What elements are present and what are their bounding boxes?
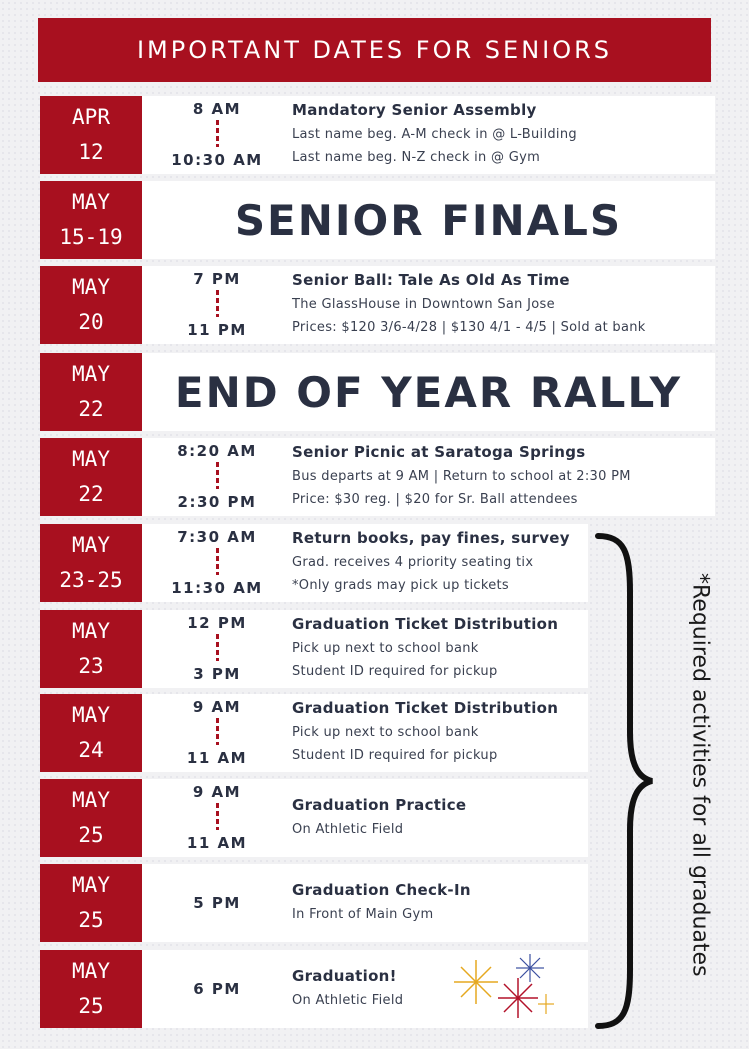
time-range-dots bbox=[216, 462, 219, 489]
date-month: MAY bbox=[72, 788, 110, 812]
date-block bbox=[40, 438, 142, 516]
time-range-dots bbox=[216, 120, 219, 147]
event-detail-line: Grad. receives 4 priority seating tix bbox=[292, 555, 534, 570]
required-activities-note bbox=[668, 540, 732, 1010]
date-month: MAY bbox=[72, 619, 110, 643]
event-detail-line: The GlassHouse in Downtown San Jose bbox=[292, 297, 555, 312]
event-title: Graduation Practice bbox=[292, 795, 467, 814]
time-range-dots bbox=[216, 634, 219, 661]
event-card bbox=[142, 266, 715, 344]
date-day: 23-25 bbox=[59, 568, 123, 592]
time-start: 9 AM bbox=[192, 783, 242, 801]
event-details bbox=[292, 96, 577, 174]
date-block bbox=[40, 353, 142, 431]
date-month: MAY bbox=[72, 703, 110, 727]
fireworks-icon bbox=[448, 952, 556, 1024]
time-start: 8:20 AM bbox=[177, 442, 257, 460]
time-end: 11:30 AM bbox=[171, 579, 263, 597]
event-detail-line: Bus departs at 9 AM | Return to school at 2:30 PM bbox=[292, 469, 631, 484]
date-block bbox=[40, 524, 142, 602]
date-block bbox=[40, 266, 142, 344]
event-detail-line: Student ID required for pickup bbox=[292, 664, 498, 679]
event-details bbox=[292, 266, 646, 344]
time-start: 7 PM bbox=[193, 270, 241, 288]
event-card bbox=[142, 864, 588, 942]
date-month: MAY bbox=[72, 275, 110, 299]
event-details bbox=[292, 610, 558, 688]
time-range-dots bbox=[216, 548, 219, 575]
date-block bbox=[40, 96, 142, 174]
time-end: 3 PM bbox=[193, 665, 241, 683]
event-title: Senior Ball: Tale As Old As Time bbox=[292, 271, 570, 289]
event-detail-line: On Athletic Field bbox=[292, 992, 404, 1008]
date-month: APR bbox=[72, 105, 110, 129]
event-detail-line: Pick up next to school bank bbox=[292, 641, 479, 656]
time-single: 5 PM bbox=[193, 894, 241, 912]
date-day: 22 bbox=[78, 397, 104, 421]
event-details bbox=[292, 779, 466, 857]
event-detail-line: Last name beg. N-Z check in @ Gym bbox=[292, 150, 541, 165]
time-range-dots bbox=[216, 290, 219, 317]
time-start: 8 AM bbox=[192, 100, 242, 118]
date-month: MAY bbox=[72, 190, 110, 214]
event-card bbox=[142, 610, 588, 688]
event-details bbox=[292, 524, 570, 602]
date-block bbox=[40, 779, 142, 857]
event-details bbox=[292, 694, 558, 772]
date-month: MAY bbox=[72, 533, 110, 557]
date-day: 24 bbox=[78, 738, 104, 762]
event-detail-line: Student ID required for pickup bbox=[292, 748, 498, 763]
date-day: 12 bbox=[78, 140, 104, 164]
date-day: 20 bbox=[78, 310, 104, 334]
date-block bbox=[40, 610, 142, 688]
event-card bbox=[142, 438, 715, 516]
event-card bbox=[142, 181, 715, 259]
time-start: 7:30 AM bbox=[177, 528, 257, 546]
event-detail-line: Price: $30 reg. | $20 for Sr. Ball attendees bbox=[292, 492, 578, 507]
date-block bbox=[40, 694, 142, 772]
event-card bbox=[142, 694, 588, 772]
event-card bbox=[142, 96, 715, 174]
date-day: 25 bbox=[78, 908, 104, 932]
time-end: 11 AM bbox=[186, 834, 248, 852]
required-activities-text: *Required activities for all graduates bbox=[687, 573, 713, 977]
event-title: Mandatory Senior Assembly bbox=[292, 101, 537, 119]
event-details bbox=[292, 864, 471, 942]
date-block bbox=[40, 864, 142, 942]
headline-event: END OF YEAR RALLY bbox=[174, 367, 683, 417]
time-end: 11 PM bbox=[187, 321, 247, 339]
time-end: 2:30 PM bbox=[177, 493, 257, 511]
event-title: Graduation Ticket Distribution bbox=[292, 615, 559, 633]
event-detail-line: Prices: $120 3/6-4/28 | $130 4/1 - 4/5 | Sold at bank bbox=[292, 320, 646, 335]
page-title-banner bbox=[38, 18, 711, 82]
event-card bbox=[142, 353, 715, 431]
date-month: MAY bbox=[72, 362, 110, 386]
event-card bbox=[142, 524, 588, 602]
event-detail-line: Last name beg. A-M check in @ L-Building bbox=[292, 127, 577, 142]
time-end: 11 AM bbox=[186, 749, 248, 767]
event-detail-line: Pick up next to school bank bbox=[292, 725, 479, 740]
date-month: MAY bbox=[72, 873, 110, 897]
page-title: IMPORTANT DATES FOR SENIORS bbox=[136, 36, 613, 64]
event-title: Senior Picnic at Saratoga Springs bbox=[292, 443, 586, 461]
time-end: 10:30 AM bbox=[171, 151, 263, 169]
event-details bbox=[292, 950, 403, 1028]
event-details bbox=[292, 438, 631, 516]
curly-brace-icon bbox=[590, 532, 660, 1030]
date-day: 15-19 bbox=[59, 225, 123, 249]
event-title: Graduation Ticket Distribution bbox=[292, 699, 559, 717]
time-start: 9 AM bbox=[192, 698, 242, 716]
date-block bbox=[40, 950, 142, 1028]
event-title: Return books, pay fines, survey bbox=[292, 529, 570, 547]
time-single: 6 PM bbox=[193, 980, 241, 998]
date-day: 25 bbox=[78, 823, 104, 847]
date-month: MAY bbox=[72, 959, 110, 983]
event-title: Graduation! bbox=[292, 966, 397, 985]
date-day: 25 bbox=[78, 994, 104, 1018]
date-month: MAY bbox=[72, 447, 110, 471]
event-detail-line: In Front of Main Gym bbox=[292, 906, 434, 922]
time-start: 12 PM bbox=[187, 614, 247, 632]
date-day: 23 bbox=[78, 654, 104, 678]
event-card bbox=[142, 779, 588, 857]
time-range-dots bbox=[216, 718, 219, 745]
event-title: Graduation Check-In bbox=[292, 880, 471, 899]
headline-event: SENIOR FINALS bbox=[234, 195, 623, 245]
date-day: 22 bbox=[78, 482, 104, 506]
event-detail-line: *Only grads may pick up tickets bbox=[292, 578, 509, 593]
time-range-dots bbox=[216, 803, 219, 830]
date-block bbox=[40, 181, 142, 259]
event-detail-line: On Athletic Field bbox=[292, 821, 404, 837]
